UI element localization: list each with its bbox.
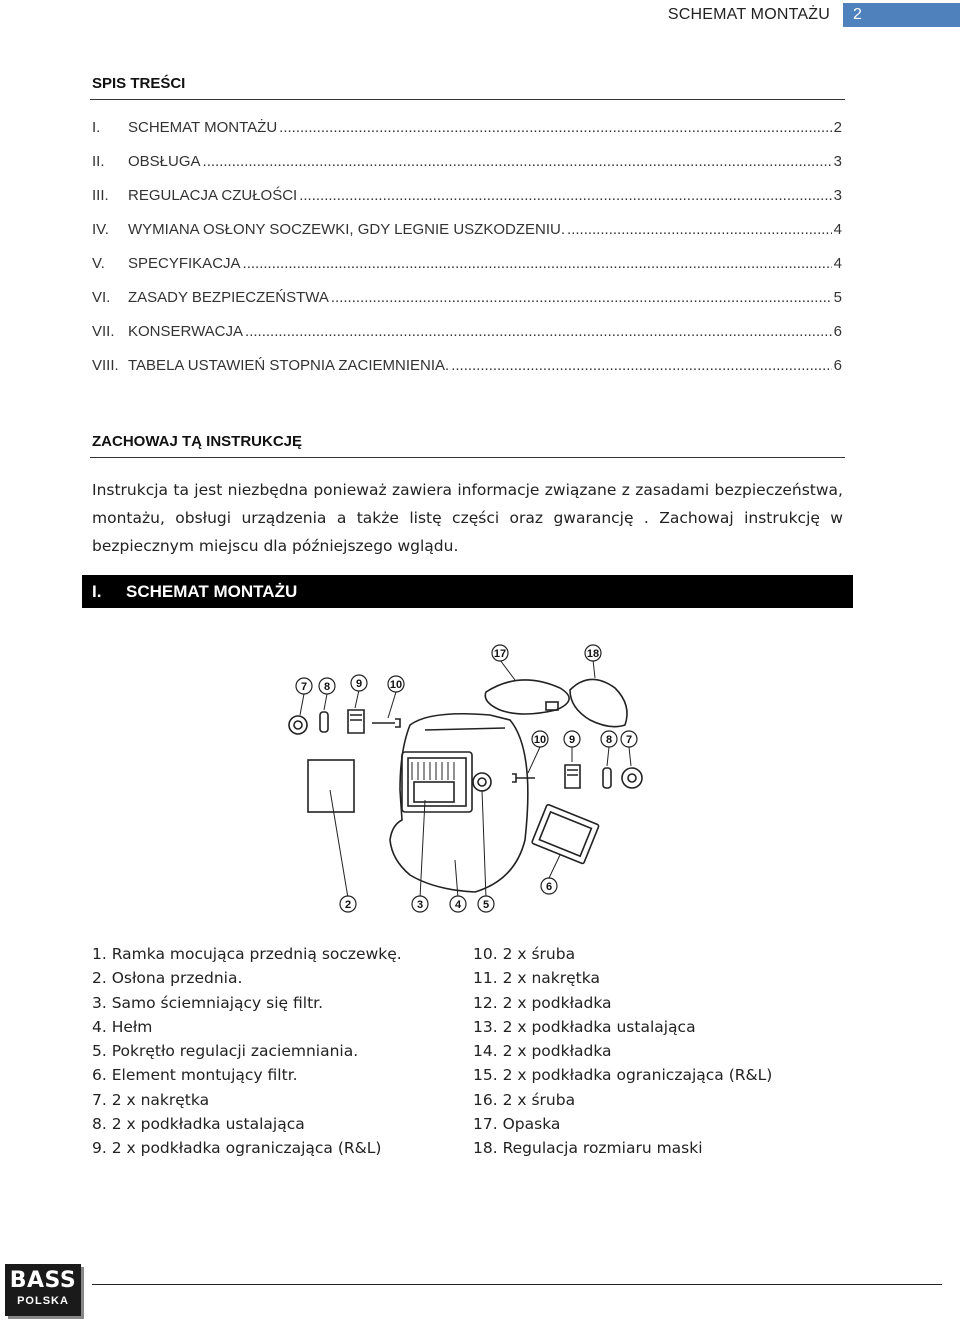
part-item: 12. 2 x podkładka [473,993,612,1012]
shade-knob [473,773,491,791]
part-item: 9. 2 x podkładka ograniczająca (R&L) [92,1139,382,1158]
toc-entry-title: KONSERWACJA [128,323,244,340]
toc-heading: SPIS TREŚCI [92,75,186,92]
callout-number: 5 [482,899,490,911]
toc-entry[interactable] [92,153,842,175]
toc-entry-number: I. [92,119,101,136]
callout-number: 2 [344,899,352,911]
toc-entry-title: SCHEMAT MONTAŻU [128,119,278,136]
toc-entry-title: REGULACJA CZUŁOŚCI [128,187,298,204]
front-lens-plate [308,760,354,812]
header-title: SCHEMAT MONTAŻU [667,6,830,23]
page-number: 2 [843,3,960,27]
part-item: 18. Regulacja rozmiaru maski [473,1139,703,1158]
toc-entry-title: WYMIANA OSŁONY SOCZEWKI, GDY LEGNIE USZKODZENIU. [128,221,566,238]
toc-entry-page: 2 [833,119,842,136]
callout-number: 10 [533,734,547,746]
toc-entry[interactable] [92,323,842,345]
toc-leader-dots [331,289,832,306]
footer-rule [92,1284,942,1285]
notice-heading-rule [90,457,845,458]
callout-number: 7 [625,734,633,746]
toc-entry-number: VI. [92,289,111,306]
part-item: 4. Hełm [92,1017,153,1036]
part-item: 10. 2 x śruba [473,945,576,963]
part-item: 15. 2 x podkładka ograniczająca (R&L) [473,1066,773,1085]
size-adjuster [570,679,627,726]
toc-entry-page: 6 [833,357,842,374]
part-item: 8. 2 x podkładka ustalająca [92,1115,305,1134]
toc-leader-dots [243,255,832,272]
callout-number: 10 [389,679,403,691]
part-item: 2. Osłona przednia. [92,969,243,988]
callout-number: 18 [586,648,600,660]
part-item: 3. Samo ściemniający się filtr. [92,993,324,1012]
part-item: 1. Ramka mocująca przednią soczewkę. [92,945,402,963]
section-title: SCHEMAT MONTAŻU [126,582,298,601]
toc-entry-number: V. [92,255,105,272]
toc-entry[interactable] [92,119,842,141]
part-item: 13. 2 x podkładka ustalająca [473,1017,696,1036]
toc-entry-number: II. [92,153,105,170]
part-item: 5. Pokrętło regulacji zaciemniania. [92,1042,359,1061]
logo-sub-text: POLSKA [17,1295,69,1307]
notice-heading: ZACHOWAJ TĄ INSTRUKCJĘ [92,433,303,450]
section-number: I. [92,582,102,601]
toc-entry-title: SPECYFIKACJA [128,255,241,272]
toc-entry-title: OBSŁUGA [128,153,201,170]
toc-entry-number: VIII. [92,357,119,374]
headband [485,680,569,714]
toc-leader-dots [451,357,831,374]
toc-entry-page: 3 [833,187,842,204]
toc-entry-page: 4 [833,255,842,272]
callout-number: 8 [605,734,613,746]
part-item: 17. Opaska [473,1115,561,1134]
part-item: 7. 2 x nakrętka [92,1090,210,1109]
toc-entry-title: TABELA USTAWIEŃ STOPNIA ZACIEMNIENIA. [128,357,450,374]
callout-number: 9 [568,734,576,746]
callout-number: 6 [545,881,553,893]
toc-entry-page: 4 [833,221,842,238]
callout-number: 3 [416,899,424,911]
notice-text: Instrukcja ta jest niezbędna ponieważ zawiera informacje związane z zasadami bezpieczeństwa, montażu, obsługi urządzenia a także listę części oraz gwarancję . Zachowaj instrukcję w bezpiecznym miejscu dla późniejszego wglądu. [92,481,843,555]
toc-entry[interactable] [92,289,842,311]
toc-heading-rule [90,99,845,100]
parts-list-right [473,942,772,1161]
part-item: 11. 2 x nakrętka [473,969,600,988]
toc-entry-number: VII. [92,323,115,340]
toc-leader-dots [299,187,831,204]
toc-leader-dots [203,153,832,170]
toc-entry[interactable] [92,221,842,243]
part-item: 6. Element montujący filtr. [92,1066,298,1085]
part-item: 14. 2 x podkładka [473,1042,612,1061]
toc-entry-title: ZASADY BEZPIECZEŃSTWA [128,289,329,306]
bass-polska-logo [5,1264,81,1316]
toc-leader-dots [567,221,832,238]
helmet-assembly-diagram [260,630,690,930]
callout-number: 7 [300,681,308,693]
toc-entry-page: 5 [833,289,842,306]
logo-main-text: BASS [9,1268,77,1293]
helmet-shell [390,714,528,892]
toc-entry[interactable] [92,357,842,379]
toc-entry[interactable] [92,187,842,209]
toc-entry-number: IV. [92,221,109,238]
toc-entry-page: 3 [833,153,842,170]
toc-leader-dots [245,323,832,340]
parts-list-left [92,942,402,1161]
section-bar [82,575,853,608]
toc-entry-number: III. [92,187,109,204]
callout-number: 8 [323,681,331,693]
toc-leader-dots [279,119,831,136]
part-item: 16. 2 x śruba [473,1090,576,1109]
toc-entry-page: 6 [833,323,842,340]
callout-number: 9 [355,678,363,690]
callout-number: 4 [454,899,462,911]
callout-number: 17 [493,648,507,660]
toc-entry[interactable] [92,255,842,277]
